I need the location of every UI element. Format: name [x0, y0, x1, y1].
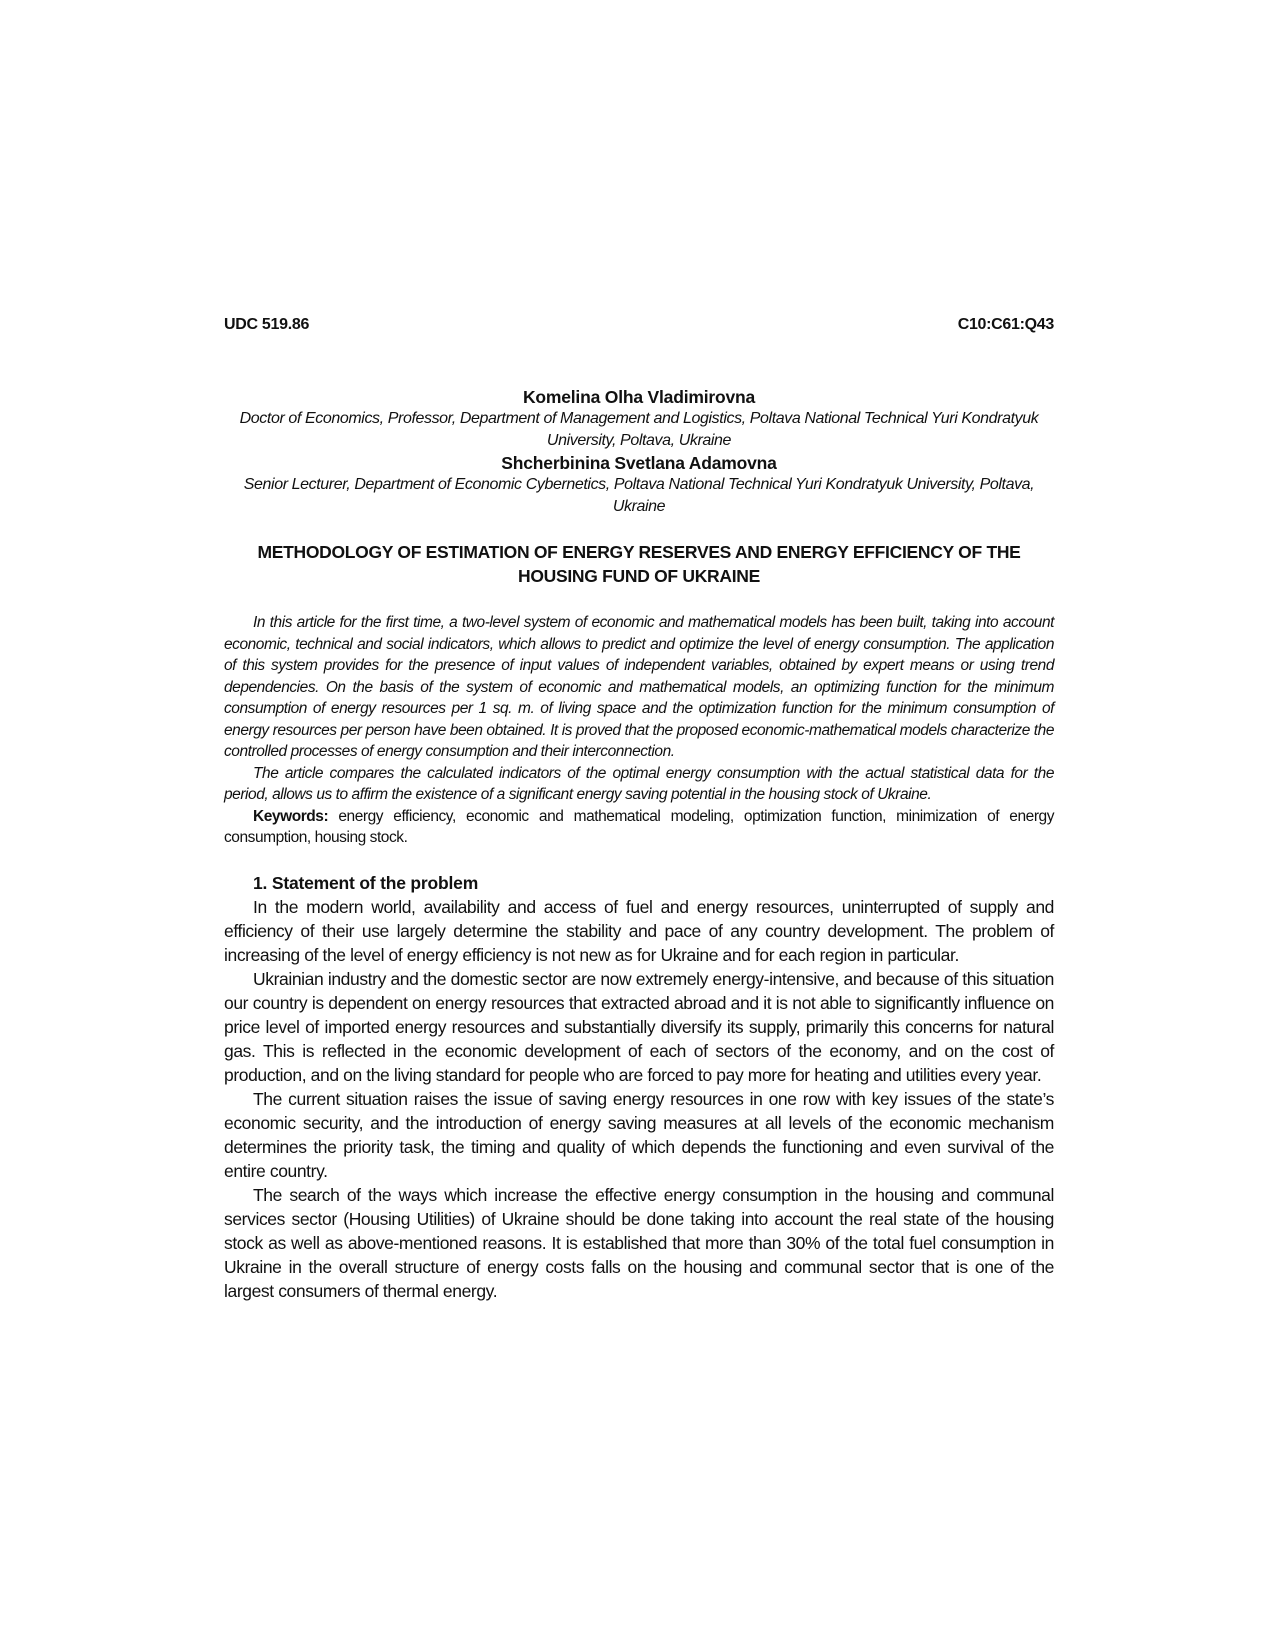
section-heading: 1. Statement of the problem: [253, 872, 479, 893]
classification-row: [224, 316, 1054, 334]
udc-code: UDC 519.86: [224, 316, 310, 333]
body-paragraph: In the modern world, availability and access of fuel and energy resources, uninterrupted of supply and efficiency of their use largely determine the stability and pace of any country development. The problem of increasing of the level of energy efficiency is not new as for Ukraine and for each region in particular.: [224, 896, 1054, 965]
paper-page: [224, 316, 1054, 1303]
abstract: [224, 612, 1054, 806]
abstract-paragraph: In this article for the first time, a two-level system of economic and mathematical models has been built, taking into account economic, technical and social indicators, which allows to predict and optimize the level of energy consumption. The application of this system provides for the presence of input values of independent variables, obtained by expert means or using trend dependencies. On the basis of the system of economic and mathematical models, an optimizing function for the minimum consumption of energy resources per 1 sq. m. of living space and the optimization function for the minimum consumption of energy resources per person have been obtained. It is proved that the proposed economic-mathematical models characterize the controlled processes of energy consumption and their interconnection.: [224, 614, 1054, 760]
author-name: Shcherbinina Svetlana Adamovna: [501, 453, 777, 473]
section-body: [224, 895, 1054, 1303]
keywords: [224, 806, 1054, 849]
keywords-text: energy efficiency, economic and mathematical modeling, optimization function, minimization of energy consumption, housing stock.: [224, 807, 1054, 846]
author-block: [224, 386, 1054, 518]
keywords-label: Keywords:: [253, 807, 329, 825]
abstract-paragraph: The article compares the calculated indicators of the optimal energy consumption with the actual statistical data for the period, allows us to affirm the existence of a significant energy saving potential in the housing stock of Ukraine.: [224, 764, 1054, 803]
body-paragraph: The current situation raises the issue of saving energy resources in one row with key issues of the state’s economic security, and the introduction of energy saving measures at all levels of the economic mechanism determines the priority task, the timing and quality of which depends the functioning and even survival of the entire country.: [224, 1088, 1054, 1181]
author-affiliation: Senior Lecturer, Department of Economic Cybernetics, Poltava National Technical Yuri Kondratyuk University, Poltava, Ukraine: [243, 476, 1035, 515]
paper-title: METHODOLOGY OF ESTIMATION OF ENERGY RESERVES AND ENERGY EFFICIENCY OF THE HOUSING FUND OF UKRAINE: [257, 542, 1021, 586]
body-paragraph: Ukrainian industry and the domestic sector are now extremely energy-intensive, and because of this situation our country is dependent on energy resources that extracted abroad and it is not able to significantly influence on price level of imported energy resources and substantially diversify its supply, primarily this concerns for natural gas. This is reflected in the economic development of each of sectors of the economy, and on the cost of production, and on the living standard for people who are forced to pay more for heating and utilities every year.: [224, 968, 1054, 1085]
author-affiliation: Doctor of Economics, Professor, Department of Management and Logistics, Poltava National Technical Yuri Kondratyuk University, Poltava, Ukraine: [239, 410, 1039, 449]
author-name: Komelina Olha Vladimirovna: [522, 387, 756, 407]
body-paragraph: The search of the ways which increase the effective energy consumption in the housing and communal services sector (Housing Utilities) of Ukraine should be done taking into account the real state of the housing stock as well as above-mentioned reasons. It is established that more than 30% of the total fuel consumption in Ukraine in the overall structure of energy costs falls on the housing and communal sector that is one of the largest consumers of thermal energy.: [224, 1184, 1054, 1301]
jel-code: C10:C61:Q43: [957, 316, 1054, 333]
